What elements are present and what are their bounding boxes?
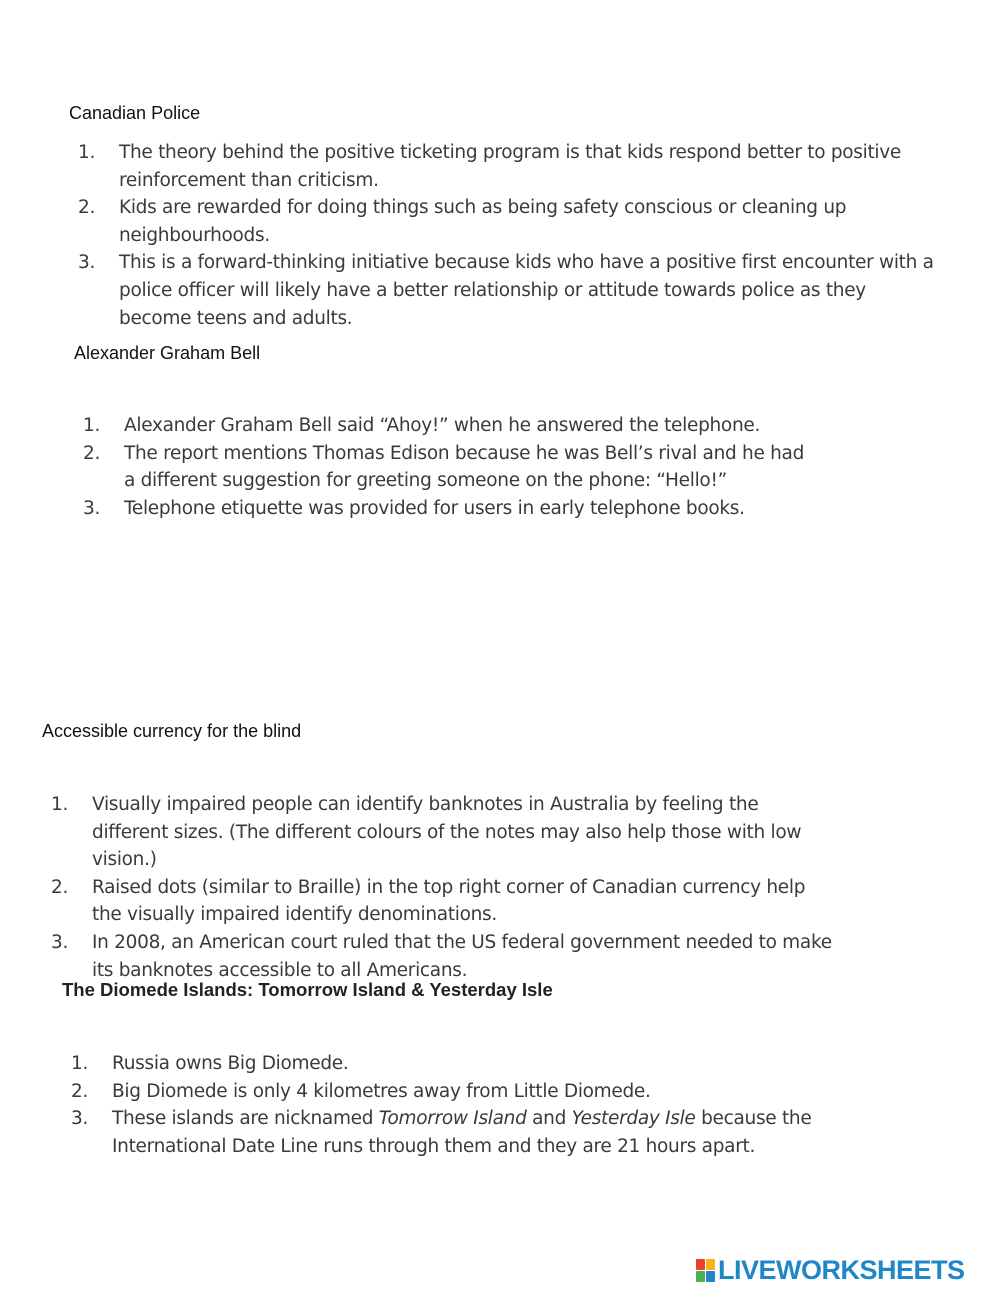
liveworksheets-logo-text: LIVEWORKSHEETS: [718, 1254, 965, 1285]
logo-square-green: [696, 1271, 705, 1282]
list-number: 1.: [51, 794, 69, 815]
list-text: [112, 1105, 812, 1160]
list-item: [51, 874, 851, 929]
list-text-part: and: [526, 1108, 572, 1130]
section-heading-canadian-police: Canadian Police: [69, 103, 201, 123]
section-heading-diomede-islands: The Diomede Islands: Tomorrow Island & Yesterday Isle: [62, 979, 553, 1000]
list-text: The theory behind the positive ticketing program is that kids respond better to positive reinforcement than criticism.: [119, 142, 901, 191]
list-text: Telephone etiquette was provided for users in early telephone books.: [124, 497, 745, 519]
list-number: 2.: [83, 442, 101, 464]
list-text: Big Diomede is only 4 kilometres away from Little Diomede.: [112, 1080, 651, 1102]
list-text-part: because the International Date Line runs through them and they are 21 hours apart.: [112, 1108, 812, 1157]
list-text: Visually impaired people can identify banknotes in Australia by feeling the different sizes. (The different colours of the notes may also help those with low vision.): [92, 794, 802, 871]
alexander-graham-bell-list: [83, 412, 823, 522]
list-text-italic-yesterday: Yesterday Isle: [571, 1108, 696, 1130]
list-item: [83, 495, 823, 523]
list-number: 2.: [78, 197, 96, 219]
liveworksheets-logo: [696, 1254, 965, 1286]
list-item: [78, 194, 938, 249]
list-item: [51, 929, 851, 984]
section-heading-accessible-currency: Accessible currency for the blind: [42, 721, 302, 741]
list-number: 3.: [83, 497, 101, 519]
list-text: Russia owns Big Diomede.: [112, 1053, 349, 1074]
list-item: [71, 1050, 831, 1078]
list-number: 3.: [71, 1108, 89, 1130]
logo-square-red: [696, 1259, 705, 1270]
diomede-islands-list: [71, 1050, 831, 1160]
liveworksheets-logo-icon: [696, 1259, 715, 1282]
list-number: 3.: [51, 931, 69, 953]
list-item: [83, 412, 823, 440]
list-item: [71, 1078, 831, 1106]
list-item: [78, 249, 938, 332]
accessible-currency-list: [51, 791, 851, 984]
list-text: This is a forward-thinking initiative because kids who have a positive first encounter with a police officer will likely have a better relationship or attitude towards police as they become teens and adults.: [119, 252, 934, 329]
list-text-part: These islands are nicknamed: [112, 1108, 379, 1130]
list-text: Raised dots (similar to Braille) in the top right corner of Canadian currency help the visually impaired identify denominations.: [92, 876, 806, 926]
list-text-italic-tomorrow: Tomorrow Island: [378, 1108, 527, 1130]
list-number: 1.: [83, 415, 101, 436]
list-text: The report mentions Thomas Edison because he was Bell’s rival and he had a different suggestion for greeting someone on the phone: “Hello!”: [124, 442, 805, 492]
list-item: [71, 1105, 831, 1160]
list-item: [83, 440, 823, 495]
logo-square-yellow: [706, 1259, 715, 1270]
list-item: [78, 139, 938, 194]
list-number: 2.: [71, 1080, 89, 1102]
logo-square-blue: [706, 1271, 715, 1282]
canadian-police-list: [78, 139, 938, 332]
list-text: Alexander Graham Bell said “Ahoy!” when he answered the telephone.: [124, 415, 761, 436]
list-number: 2.: [51, 876, 69, 898]
list-text: In 2008, an American court ruled that the US federal government needed to make its banknotes accessible to all Americans.: [92, 931, 832, 981]
list-text: Kids are rewarded for doing things such as being safety conscious or cleaning up neighbourhoods.: [119, 197, 847, 246]
list-number: 1.: [71, 1053, 89, 1074]
list-number: 3.: [78, 252, 96, 274]
list-item: [51, 791, 851, 874]
section-heading-alexander-graham-bell: Alexander Graham Bell: [74, 343, 261, 363]
list-number: 1.: [78, 142, 96, 163]
